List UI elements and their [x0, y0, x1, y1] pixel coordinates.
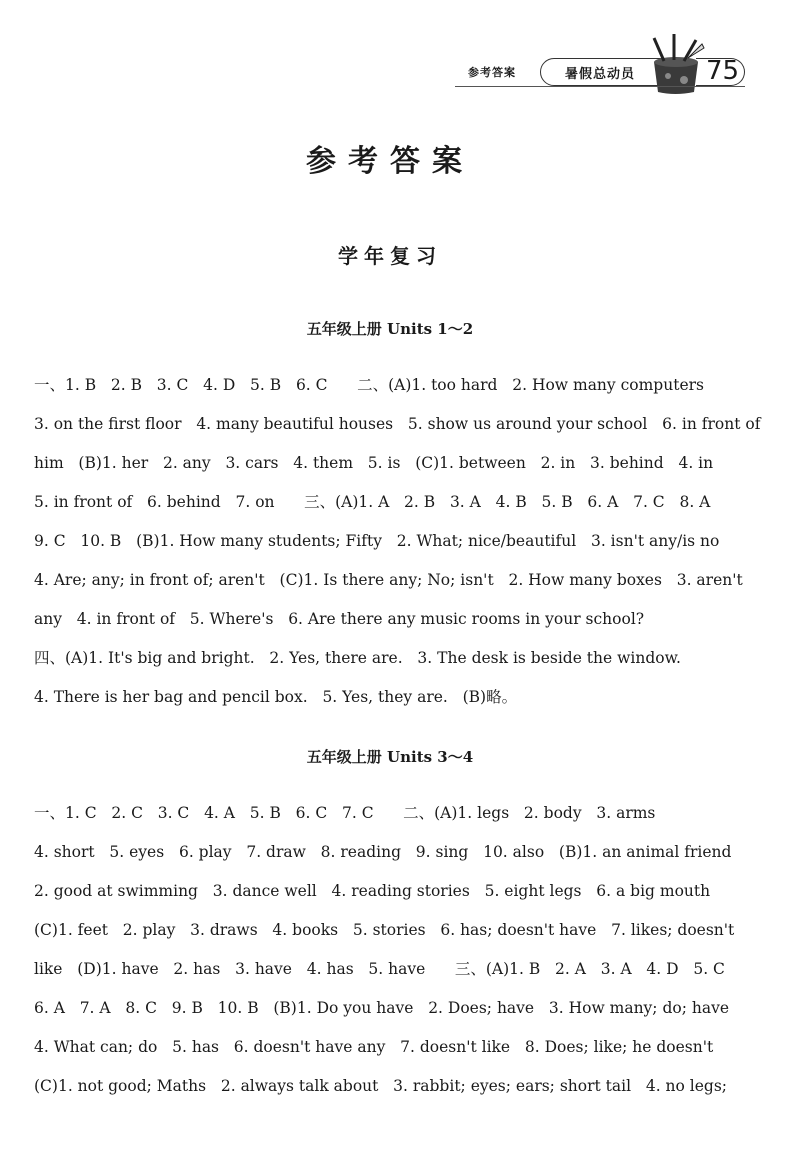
answer-line: (C)1. feet 2. play 3. draws 4. books 5. stories 6. has; doesn't have 7. likes; doesn't	[34, 921, 735, 939]
answer-line: 9. C 10. B (B)1. How many students; Fifty 2. What; nice/beautiful 3. isn't any/is no	[34, 532, 720, 550]
answer-line: him (B)1. her 2. any 3. cars 4. them 5. is (C)1. between 2. in 3. behind 4. in	[34, 454, 714, 472]
answer-line: (C)1. not good; Maths 2. always talk about 3. rabbit; eyes; ears; short tail 4. no legs;	[34, 1077, 728, 1095]
page-title: 参考答案	[306, 144, 474, 179]
unit-answers	[34, 366, 764, 717]
page-number: 75	[706, 56, 740, 86]
answer-line: 4. There is her bag and pencil box. 5. Yes, they are. (B)略。	[34, 688, 518, 706]
answer-line: 4. What can; do 5. has 6. doesn't have any 7. doesn't like 8. Does; like; he doesn't	[34, 1038, 714, 1056]
unit-title: 五年级上册 Units 3～4	[306, 748, 474, 766]
answer-line: 2. good at swimming 3. dance well 4. reading stories 5. eight legs 6. a big mouth	[34, 882, 711, 900]
section-title: 学年复习	[338, 244, 442, 268]
answer-line: like (D)1. have 2. has 3. have 4. has 5. have 三、(A)1. B 2. A 3. A 4. D 5. C	[34, 960, 725, 978]
answer-line: 4. Are; any; in front of; aren't (C)1. Is there any; No; isn't 2. How many boxes 3. aren't	[34, 571, 743, 589]
header-tab-text: 暑假总动员	[565, 67, 636, 82]
header-divider	[455, 86, 745, 87]
answer-line: 一、1. B 2. B 3. C 4. D 5. B 6. C 二、(A)1. too hard 2. How many computers	[34, 376, 704, 394]
unit-title: 五年级上册 Units 1～2	[306, 320, 474, 338]
answer-line: 6. A 7. A 8. C 9. B 10. B (B)1. Do you have 2. Does; have 3. How many; do; have	[34, 999, 730, 1017]
answer-line: 4. short 5. eyes 6. play 7. draw 8. reading 9. sing 10. also (B)1. an animal friend	[34, 843, 732, 861]
answer-line: 一、1. C 2. C 3. C 4. A 5. B 6. C 7. C 二、(A)1. legs 2. body 3. arms	[34, 804, 656, 822]
answer-line: 5. in front of 6. behind 7. on 三、(A)1. A 2. B 3. A 4. B 5. B 6. A 7. C 8. A	[34, 493, 711, 511]
answer-line: 3. on the first floor 4. many beautiful houses 5. show us around your school 6. in front of	[34, 415, 761, 433]
answer-line: any 4. in front of 5. Where's 6. Are there any music rooms in your school?	[34, 610, 645, 628]
unit-answers	[34, 794, 764, 1106]
page-header	[0, 56, 800, 96]
answer-line: 四、(A)1. It's big and bright. 2. Yes, there are. 3. The desk is beside the window.	[34, 649, 681, 667]
header-label: 参考答案	[468, 66, 516, 79]
